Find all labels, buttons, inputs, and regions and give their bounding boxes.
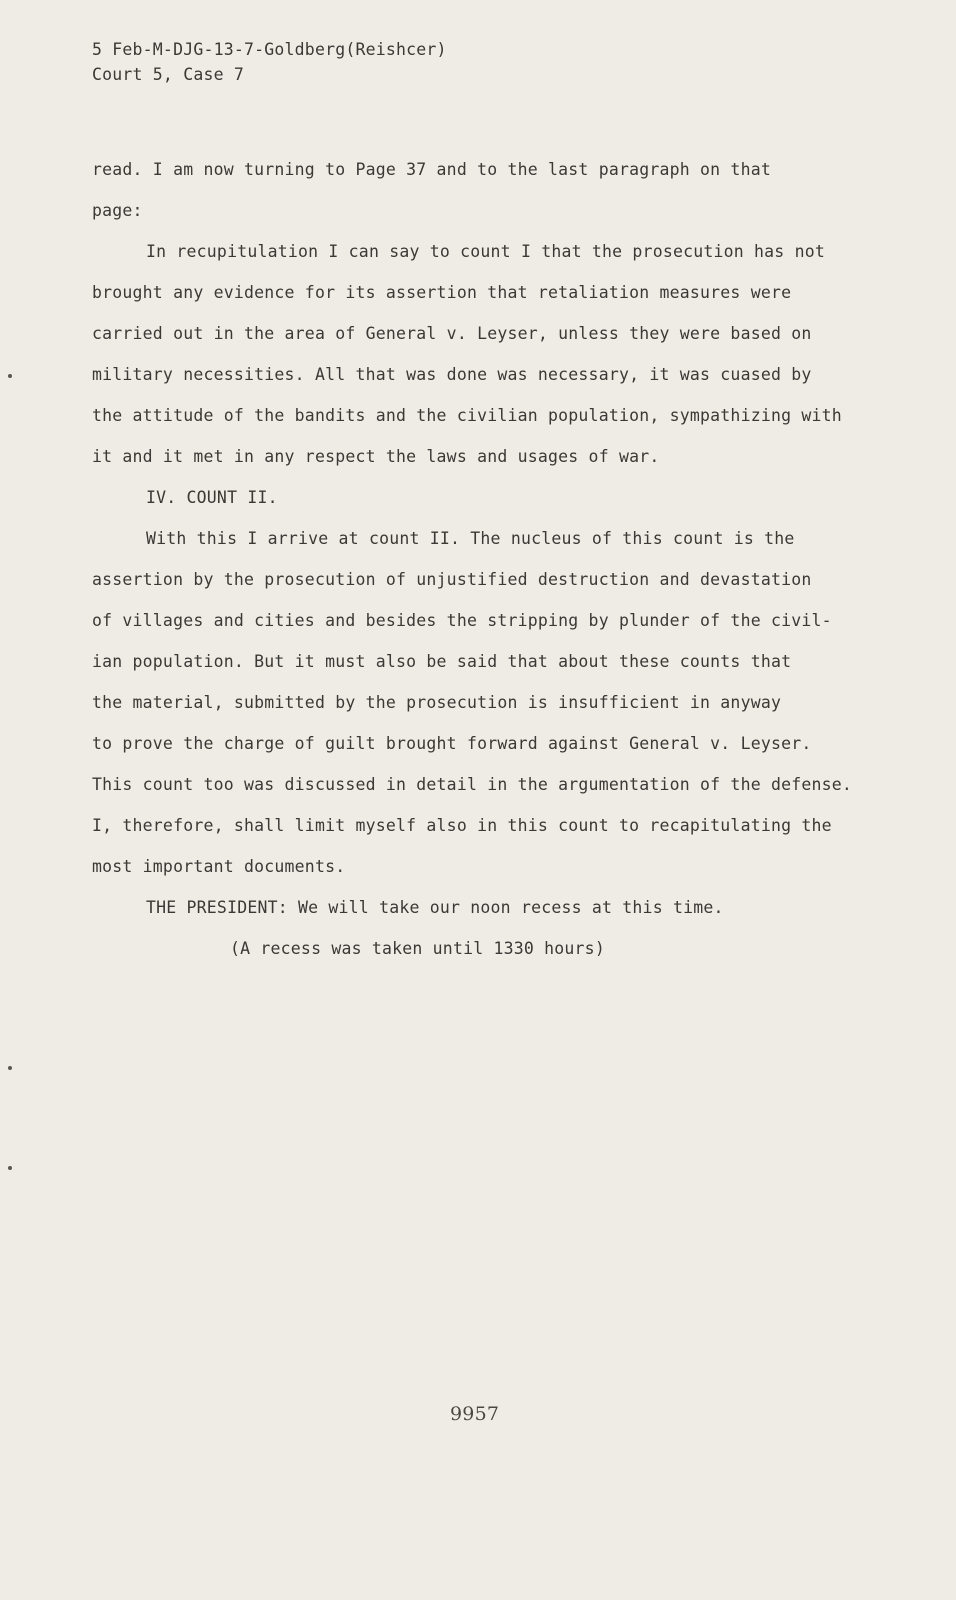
header-court-case: Court 5, Case 7 bbox=[92, 65, 245, 84]
section-heading: IV. COUNT II. bbox=[146, 488, 278, 507]
document-header bbox=[92, 37, 447, 87]
paragraph-start-line: With this I arrive at count II. The nucleus of this count is the bbox=[146, 529, 795, 548]
text-line: military necessities. All that was done was necessary, it was cuased by bbox=[92, 365, 812, 384]
text-line: the attitude of the bandits and the civilian population, sympathizing with bbox=[92, 406, 842, 425]
margin-mark bbox=[8, 374, 12, 378]
margin-mark bbox=[8, 1066, 12, 1070]
text-line: assertion by the prosecution of unjustified destruction and devastation bbox=[92, 570, 812, 589]
text-line: carried out in the area of General v. Leyser, unless they were based on bbox=[92, 324, 812, 343]
page-number: 9957 bbox=[450, 1403, 500, 1425]
header-file-reference: 5 Feb-M-DJG-13-7-Goldberg(Reishcer) bbox=[92, 40, 447, 59]
text-line: page: bbox=[92, 201, 143, 220]
president-statement: THE PRESIDENT: We will take our noon recess at this time. bbox=[146, 898, 724, 917]
paragraph-start-line: In recupitulation I can say to count I that the prosecution has not bbox=[146, 242, 825, 261]
margin-mark bbox=[8, 1166, 12, 1170]
recess-note: (A recess was taken until 1330 hours) bbox=[230, 939, 605, 958]
text-line: read. I am now turning to Page 37 and to the last paragraph on that bbox=[92, 160, 771, 179]
text-line: it and it met in any respect the laws and usages of war. bbox=[92, 447, 660, 466]
text-line: of villages and cities and besides the stripping by plunder of the civil- bbox=[92, 611, 832, 630]
text-line: I, therefore, shall limit myself also in this count to recapitulating the bbox=[92, 816, 832, 835]
text-line: ian population. But it must also be said that about these counts that bbox=[92, 652, 792, 671]
transcript-body bbox=[92, 156, 892, 976]
text-line: brought any evidence for its assertion that retaliation measures were bbox=[92, 283, 792, 302]
text-line: This count too was discussed in detail in the argumentation of the defense. bbox=[92, 775, 853, 794]
text-line: to prove the charge of guilt brought forward against General v. Leyser. bbox=[92, 734, 812, 753]
text-line: the material, submitted by the prosecution is insufficient in anyway bbox=[92, 693, 782, 712]
text-line: most important documents. bbox=[92, 857, 346, 876]
